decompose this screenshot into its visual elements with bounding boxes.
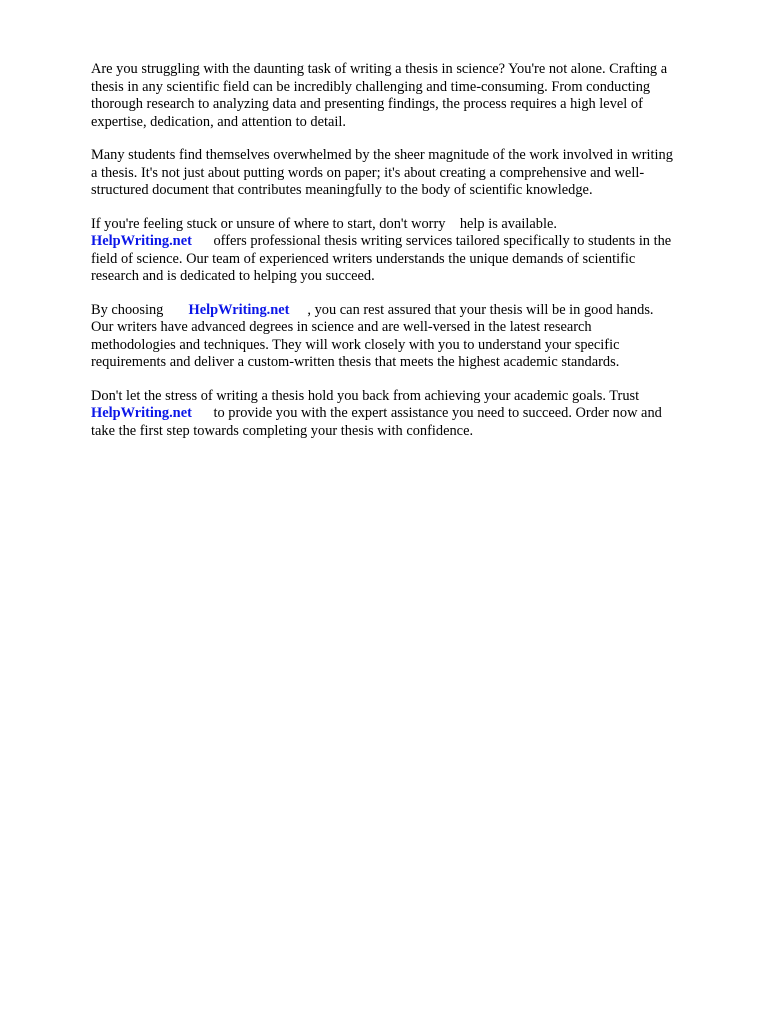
text-line: Don't let the stress of writing a thesis hold you back from achieving your academic goals. Trust (91, 387, 640, 404)
text-line: Are you struggling with the daunting task of writing a thesis in science? You're not alone. Crafting a (91, 61, 668, 77)
text-line: field of science. Our team of experienced writers understands the unique demands of scientific (91, 250, 636, 267)
text-line: a thesis. It's not just about putting words on paper; it's about creating a comprehensive and well- (91, 164, 645, 181)
text-line (91, 302, 727, 320)
text-line: Many students find themselves overwhelmed by the sheer magnitude of the work involved in writing (91, 147, 673, 163)
helpwriting-link[interactable]: HelpWriting.net (188, 301, 290, 318)
text-line: thorough research to analyzing data and presenting findings, the process requires a high level of (91, 96, 643, 112)
text-line (91, 233, 727, 251)
helpwriting-link[interactable]: HelpWriting.net (91, 233, 192, 249)
text-fragment: to provide you with the expert assistance you need to succeed. Order now and (191, 405, 662, 421)
paragraph-intro (91, 61, 727, 131)
document-body (91, 61, 727, 456)
text-line: take the first step towards completing your thesis with confidence. (91, 422, 474, 439)
text-fragment: , you can rest assured that your thesis will be in good hands. (289, 301, 654, 318)
text-line: thesis in any scientific field can be incredibly challenging and time-consuming. From conducting (91, 78, 651, 95)
text-line (91, 405, 727, 423)
paragraph-help-available (91, 216, 727, 286)
text-line: research and is dedicated to helping you succeed. (91, 268, 375, 284)
paragraph-overwhelmed (91, 147, 727, 200)
text-line: Our writers have advanced degrees in science and are well-versed in the latest research (91, 319, 592, 335)
text-fragment: offers professional thesis writing services tailored specifically to students in the (191, 233, 672, 249)
text-line: If you're feeling stuck or unsure of where to start, don't worry help is available. (91, 215, 557, 232)
helpwriting-link[interactable]: HelpWriting.net (91, 405, 192, 421)
text-line: methodologies and techniques. They will work closely with you to understand your specific (91, 336, 620, 353)
text-line: expertise, dedication, and attention to detail. (91, 113, 346, 130)
text-line: requirements and deliver a custom-written thesis that meets the highest academic standards. (91, 354, 620, 370)
paragraph-trust (91, 388, 727, 441)
text-line: structured document that contributes meaningfully to the body of scientific knowledge. (91, 182, 593, 198)
paragraph-choosing (91, 302, 727, 372)
text-fragment: By choosing (91, 301, 189, 318)
